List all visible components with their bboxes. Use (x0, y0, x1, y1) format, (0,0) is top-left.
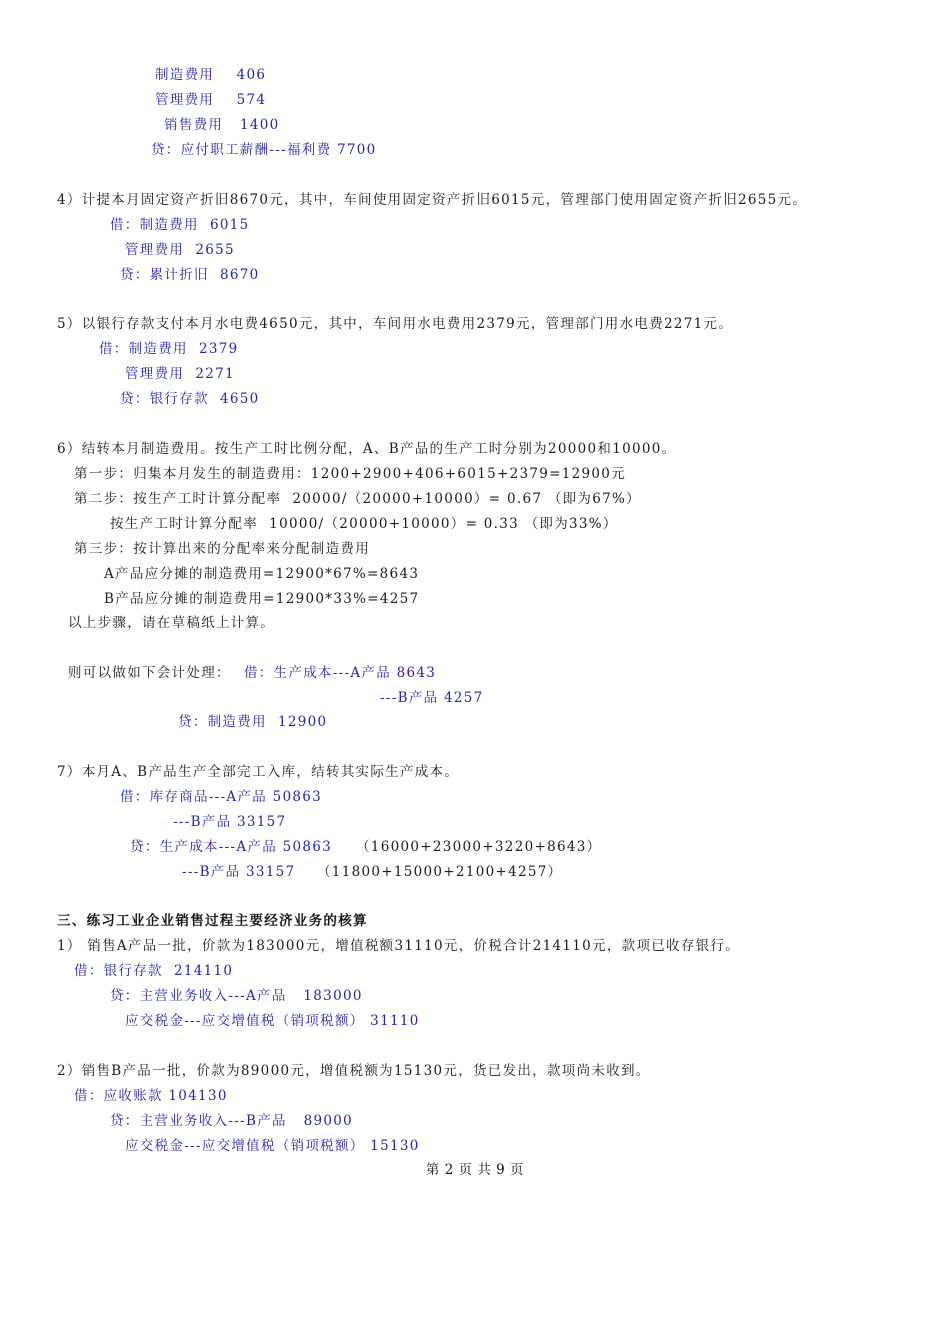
entry-line: 贷：应付职工薪酬---福利费 7700 (151, 142, 377, 158)
entry-line: 管理费用 574 (155, 92, 267, 108)
calc-line: A产品应分摊的制造费用=12900*67%=8643 (104, 566, 420, 582)
entry-line: 管理费用 2655 (125, 242, 235, 258)
entry-line: 管理费用 2271 (125, 366, 235, 382)
calc-line: B产品应分摊的制造费用=12900*33%=4257 (104, 591, 420, 607)
calc-note: （16000+23000+3220+8643） (356, 839, 602, 855)
calc-line: 第一步：归集本月发生的制造费用：1200+2900+406+6015+2379=12900元 (74, 466, 626, 482)
entry-line: 借：应收账款 104130 (74, 1088, 228, 1104)
entry-line: 贷：主营业务收入---B产品 89000 (110, 1113, 354, 1129)
entry-line: 贷：累计折旧 8670 (120, 267, 260, 283)
entry-line: 借：银行存款 214110 (74, 963, 234, 979)
question-4: 4）计提本月固定资产折旧8670元，其中，车间使用固定资产折旧6015元，管理部门使用固定资产折旧2655元。 (57, 192, 808, 208)
entry-line: 销售费用 1400 (164, 117, 280, 133)
entry-line: 贷：制造费用 12900 (178, 714, 328, 730)
entry-line: 借：制造费用 2379 (99, 341, 239, 357)
calc-note: （11800+15000+2100+4257） (317, 864, 563, 880)
entry-line: 贷：主营业务收入---A产品 183000 (110, 988, 363, 1004)
entry-line: 借：制造费用 6015 (110, 217, 250, 233)
entry-line: 贷：银行存款 4650 (120, 391, 260, 407)
calc-line: 按生产工时计算分配率 10000/（20000+10000）= 0.33 （即为33%） (110, 516, 618, 532)
entry-line: 借：生产成本---A产品 8643 (244, 665, 437, 681)
entry-line: 贷：生产成本---A产品 50863 (130, 839, 333, 855)
calc-line: 第二步：按生产工时计算分配率 20000/（20000+10000）= 0.67 （即为67%） (74, 491, 641, 507)
question-6: 6）结转本月制造费用。按生产工时比例分配，A、B产品的生产工时分别为20000和10000。 (57, 441, 677, 457)
entry-line: ---B产品 33157 (182, 864, 296, 880)
entry-line: 借：库存商品---A产品 50863 (120, 789, 323, 805)
question-7: 7）本月A、B产品生产全部完工入库，结转其实际生产成本。 (57, 764, 460, 780)
entry-line: 制造费用 406 (155, 67, 267, 83)
treatment-label: 则可以做如下会计处理： (68, 665, 231, 681)
page-footer: 第 2 页 共 9 页 (425, 1162, 525, 1178)
entry-line: 应交税金---应交增值税（销项税额） 15130 (125, 1138, 420, 1154)
question-5: 5）以银行存款支付本月水电费4650元，其中，车间用水电费用2379元，管理部门用水电费2271元。 (57, 316, 734, 332)
calc-line: 第三步：按计算出来的分配率来分配制造费用 (74, 541, 370, 557)
entry-line: 应交税金---应交增值税（销项税额） 31110 (125, 1013, 420, 1029)
calc-line: 以上步骤，请在草稿纸上计算。 (68, 615, 276, 631)
question-1: 1） 销售A产品一批，价款为183000元，增值税额31110元，价税合计214110元，款项已收存银行。 (57, 938, 741, 954)
entry-line: ---B产品 4257 (380, 690, 484, 706)
section-heading: 三、练习工业企业销售过程主要经济业务的核算 (57, 913, 368, 929)
entry-line: ---B产品 33157 (173, 814, 287, 830)
question-2: 2）销售B产品一批，价款为89000元，增值税额为15130元，货已发出，款项尚未收到。 (57, 1063, 651, 1079)
